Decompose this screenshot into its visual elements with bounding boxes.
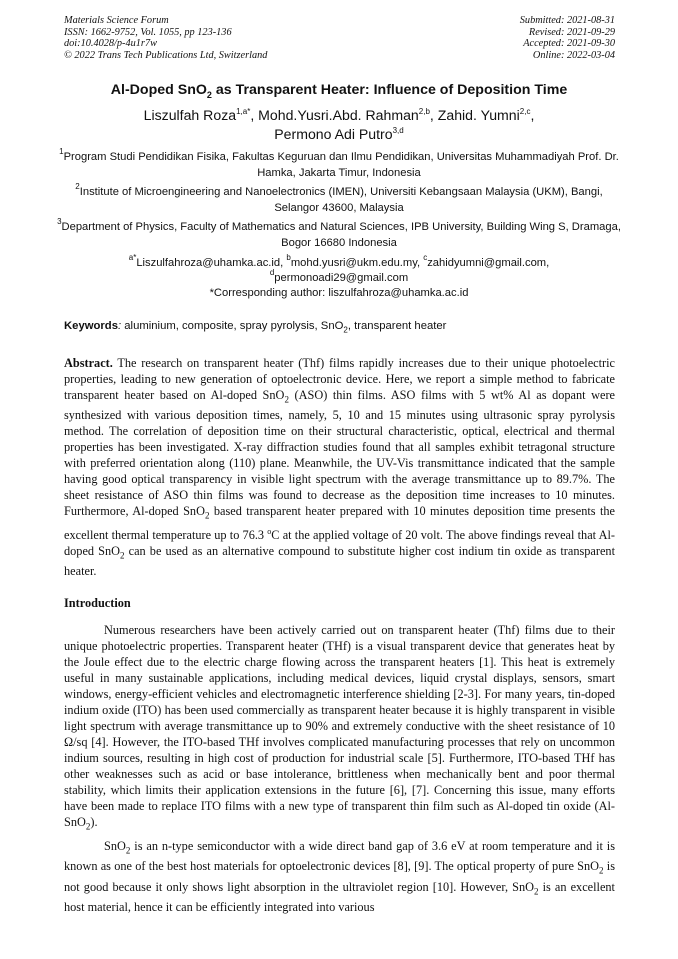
keywords-label: Keywords (64, 320, 118, 332)
corresponding-author: *Corresponding author: liszulfahroza@uhamka.ac.id (209, 287, 469, 299)
abstract-paragraph: Abstract. The research on transparent heater (Thf) films rapidly increases due to their unique photoelectric properties, leading to new generation of optoelectronic device. Here, we report a simple method to fabricate transparent heater based on Al-doped SnO$_2$ (ASO) thin films. ASO films with 5 wt% Al as dopant were synthesized with various deposition times, namely, 5, 10 and 15 minutes using ultrasonic spray pyrolysis method. The correlation of deposition time on their structural characteristic, optical, electrical and thermal properties has been investigated. X-ray diffraction studies found that all samples exhibit tetragonal structure with preferred orientation along (110) plane. Meanwhile, the UV-Vis transmittance indicated that the sample having good optical transparency in visible light spectrum with the average transmittance up to 89.7%. The sheet resistance of ASO thin films was found to decrease as the deposition time increases to 10 minutes. Furthermore, Al-doped SnO$_2$ based transparent heater prepared with 10 minutes deposition time presents the excellent thermal temperature up to 76.3 $^o$C at the applied voltage of 20 volt. The above findings reveal that Al-doped SnO$_2$ can be used as an alternative compound to substitute higher cost indium tin oxide as transparent heater. (64, 356, 615, 579)
author-list: Liszulfah Roza$^{1,a*}$, Mohd.Yusri.Abd. Rahman$^{2,b}$, Zahid. Yumni$^{2,c}$, Permono Adi Putro$^{3,d}$ (143, 107, 535, 142)
journal-doi: doi:10.4028/p-4u1r7w (64, 38, 157, 50)
keywords-line: Keywords: aluminium, composite, spray pyrolysis, SnO$_2$, transparent heater (64, 320, 447, 335)
journal-name: Materials Science Forum (64, 15, 169, 26)
author-name: Mohd.Yusri.Abd. Rahman (258, 107, 419, 123)
affiliation-3: $^3$Department of Physics, Faculty of Mathematics and Natural Sciences, IPB University, Building Wing S, Dramaga, Bogor 16680 Indonesia (57, 217, 621, 249)
paper-title: Al-Doped SnO$_2$ as Transparent Heater: Influence of Deposition Time (110, 82, 568, 100)
section-heading-introduction: Introduction (64, 596, 131, 610)
author-affiliation-mark: 2,b (418, 107, 430, 116)
abstract-label: Abstract. (64, 356, 113, 370)
email-link: mohd.yusri@ukm.edu.my, (290, 257, 424, 269)
journal-copyright: © 2022 Trans Tech Publications Ltd, Switzerland (64, 49, 268, 61)
email-link: Liszulfahroza@uhamka.ac.id, (136, 257, 287, 269)
journal-header (64, 15, 267, 61)
date-revised: Revised: 2021-09-29 (528, 26, 615, 38)
email-link: permonoadi29@gmail.com (274, 272, 409, 284)
email-link: zahidyumni@gmail.com, (427, 257, 550, 269)
author-affiliation-mark: 3,d (392, 126, 404, 135)
author-emails: $^{a*}$Liszulfahroza@uhamka.ac.id, $^b$mohd.yusri@ukm.edu.my, $^c$zahidyumni@gmail.com, $^d$permonoadi29@gmail.com *Corresponding author: liszulfahroza@uhamka.ac.id (128, 253, 550, 299)
author-affiliation-mark: 2,c (519, 107, 531, 116)
author-name: Liszulfah Roza (143, 107, 237, 123)
author-name: Zahid. Yumni (437, 107, 520, 123)
author-name: Permono Adi Putro (274, 126, 393, 142)
introduction-paragraph-1: Numerous researchers have been actively carried out on transparent heater (Thf) films due to their unique photoelectric properties. Transparent heater (THf) is a visual transparent device that generates heat by the Joule effect due to the electric charge flowing across the transparent heaters [1]. This heat is extremely useful in many sustainable applications, including medical devices, liquid crystal displays, sensors, smart windows, energy-efficient vehicles and electromagnetic interference shielding [2-3]. For many years, tin-doped indium oxide (ITO) has been used commercially as transparent heater because it is highly transparent in visible light spectrum with average transmittance up to 90% and extremely conductive with the sheet resistance of 10 Ω/sq [4]. However, the ITO-based THf involves complicated manufacturing processes that rely on uncommon indium sources, resulting in high cost of production for industrial scale [5]. Furthermore, ITO-based THf has other weaknesses such as acid or base intolerance, brittleness when mechanically bent and poor thermal stability, which limits their application extensions in the future [6], [7]. Concerning this issue, many efforts have been made to replace ITO films with a new type of transparent thin film such as Al-doped tin oxide (Al-SnO$_2$). (64, 623, 615, 832)
date-submitted: Submitted: 2021-08-31 (519, 15, 615, 26)
date-accepted: Accepted: 2021-09-30 (523, 38, 615, 50)
dates-header (520, 15, 615, 61)
introduction-paragraph-2: SnO$_2$ is an n-type semiconductor with a wide direct band gap of 3.6 eV at room temperature and it is known as one of the best host materials for optoelectronic devices [8], [9]. The optical property of pure SnO$_2$ is not good because it only shows light absorption in the ultraviolet region [10]. However, SnO$_2$ is an excellent host material, hence it can be efficiently integrated into various (64, 839, 615, 915)
author-affiliation-mark: 1,a* (236, 107, 251, 116)
date-online: Online: 2022-03-04 (532, 49, 615, 61)
journal-issn: ISSN: 1662-9752, Vol. 1055, pp 123-136 (64, 26, 232, 38)
affiliation-1: $^1$Program Studi Pendidikan Fisika, Fakultas Keguruan dan Ilmu Pendidikan, Universitas Muhammadiyah Prof. Dr. Hamka, Jakarta Timur, Indonesia (59, 147, 619, 179)
affiliation-2: $^2$Institute of Microengineering and Nanoelectronics (IMEN), Universiti Kebangsaan Malaysia (UKM), Bangi, Selangor 43600, Malaysia (75, 182, 603, 214)
